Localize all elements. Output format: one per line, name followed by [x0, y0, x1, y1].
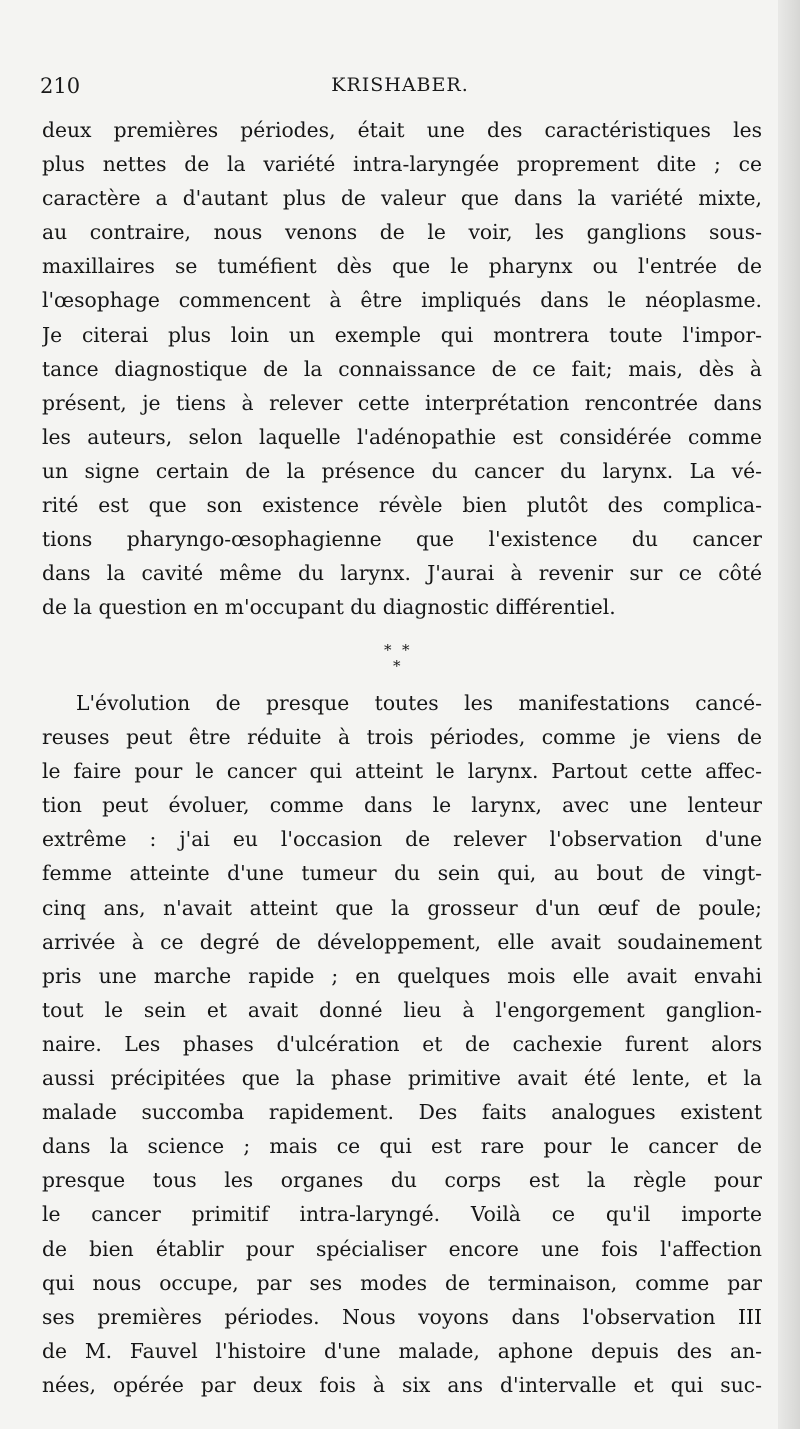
running-title: KRISHABER. [331, 74, 469, 96]
text-line: qui nous occupe, par ses modes de terminaison, comme par [42, 1270, 762, 1295]
asterism-star: * [393, 657, 401, 675]
text-line: deux premières périodes, était une des caractéristiques les [42, 118, 762, 142]
text-line: le faire pour le cancer qui atteint le larynx. Partout cette affec- [42, 759, 762, 784]
text-line: de M. Fauvel l'histoire d'une malade, aphone depuis des an- [42, 1338, 762, 1363]
text-line: dans la science ; mais ce qui est rare pour le cancer de [42, 1134, 762, 1159]
text-line: plus nettes de la variété intra-laryngée proprement dite ; ce [42, 152, 762, 177]
page-edge-shadow [778, 0, 800, 1429]
text-line: de bien établir pour spécialiser encore une fois l'affection [42, 1236, 762, 1261]
text-line: Je citerai plus loin un exemple qui montrera toute l'impor- [42, 322, 762, 347]
text-line: de la question en m'occupant du diagnostic différentiel. [42, 595, 616, 620]
text-line: cinq ans, n'avait atteint que la grosseur d'un œuf de poule; [42, 895, 762, 920]
text-line: au contraire, nous venons de le voir, les ganglions sous- [42, 220, 762, 245]
text-line: tout le sein et avait donné lieu à l'engorgement ganglion- [42, 997, 762, 1022]
asterism-star: * [384, 641, 392, 659]
text-line: extrême : j'ai eu l'occasion de relever l'observation d'une [42, 827, 762, 852]
paragraph-1 [42, 113, 762, 624]
text-line: maxillaires se tuméfient dès que le pharynx ou l'entrée de [42, 254, 762, 279]
text-line: reuses peut être réduite à trois périodes, comme je viens de [42, 725, 762, 750]
text-line: naire. Les phases d'ulcération et de cachexie furent alors [42, 1031, 762, 1056]
text-line: dans la cavité même du larynx. J'aurai à revenir sur ce côté [42, 561, 762, 586]
text-line: aussi précipitées que la phase primitive avait été lente, et la [42, 1066, 762, 1091]
text-line: tion peut évoluer, comme dans le larynx, avec une lenteur [42, 793, 762, 818]
paragraph-2 [42, 686, 762, 1402]
text-line: les auteurs, selon laquelle l'adénopathie est considérée comme [42, 424, 762, 449]
text-line: tance diagnostique de la connaissance de ce fait; mais, dès à [42, 356, 762, 381]
text-line: l'œsophage commencent à être impliqués dans le néoplasme. [42, 288, 762, 313]
text-line: femme atteinte d'une tumeur du sein qui, au bout de vingt- [42, 861, 762, 886]
text-line: tions pharyngo-œsophagienne que l'existence du cancer [42, 527, 762, 552]
text-line: rité est que son existence révèle bien plutôt des complica- [42, 493, 762, 518]
text-line: L'évolution de presque toutes les manifestations cancé- [76, 691, 762, 715]
text-line: presque tous les organes du corps est la règle pour [42, 1168, 762, 1193]
text-line: malade succomba rapidement. Des faits analogues existent [42, 1100, 762, 1125]
page-number: 210 [40, 74, 81, 98]
page-header [40, 74, 760, 104]
text-line: pris une marche rapide ; en quelques mois elle avait envahi [42, 963, 762, 988]
text-line: arrivée à ce degré de développement, elle avait soudainement [42, 929, 762, 954]
asterism-separator [340, 633, 460, 681]
text-line: le cancer primitif intra-laryngé. Voilà ce qu'il importe [42, 1202, 762, 1227]
text-line: présent, je tiens à relever cette interprétation rencontrée dans [42, 390, 762, 415]
asterism-star: * [402, 641, 410, 659]
text-line: ses premières périodes. Nous voyons dans l'observation III [42, 1304, 762, 1329]
text-line: un signe certain de la présence du cancer du larynx. La vé- [42, 458, 762, 483]
text-line: caractère a d'autant plus de valeur que dans la variété mixte, [42, 186, 762, 211]
text-line: nées, opérée par deux fois à six ans d'intervalle et qui suc- [42, 1372, 762, 1397]
